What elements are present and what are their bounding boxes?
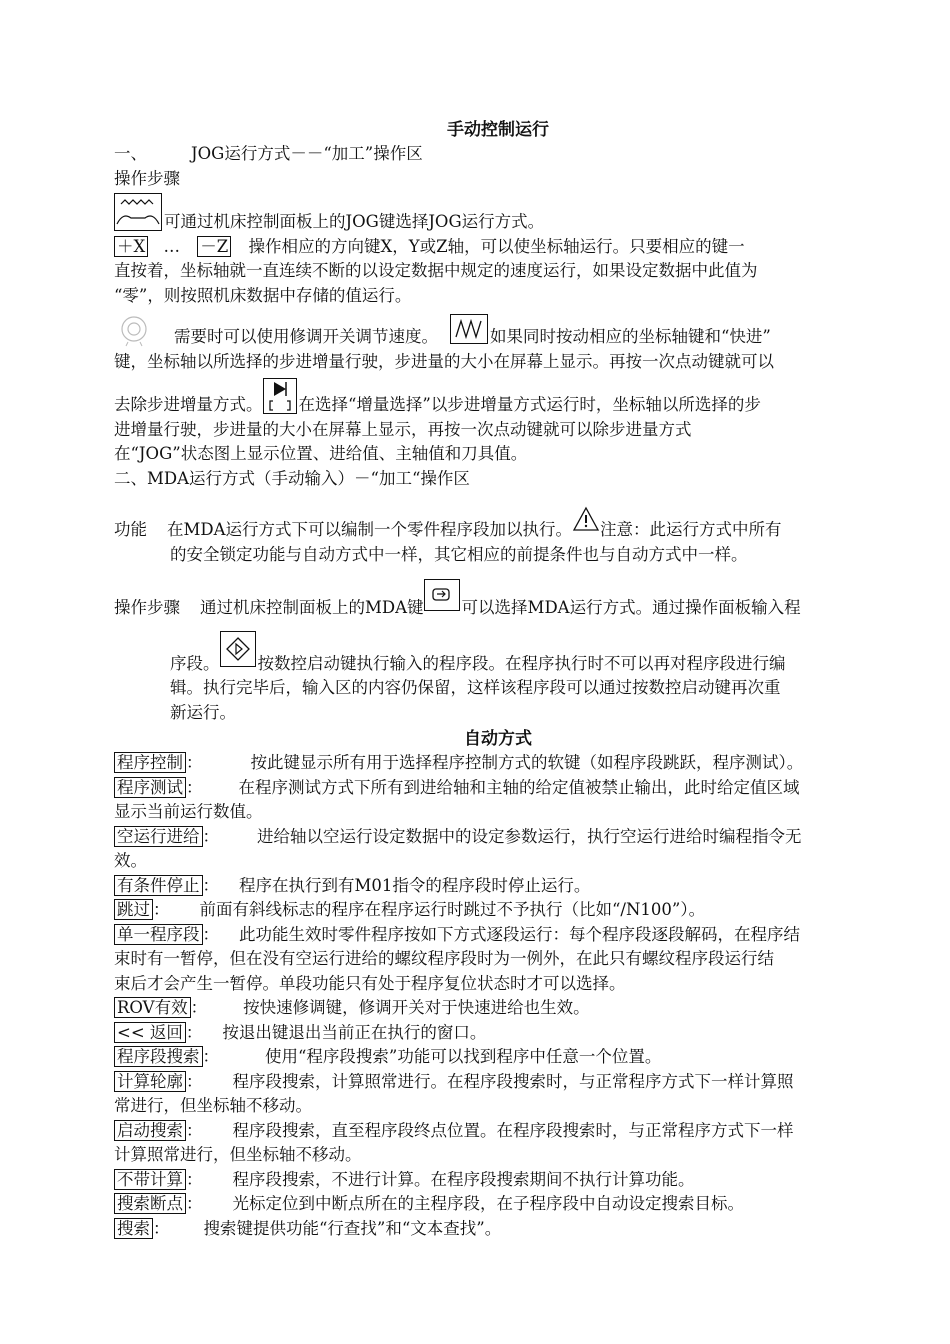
item-description: 程序段搜索，直至程序段终点位置。在程序段搜索时，与正常程序方式下一样 [232, 1120, 794, 1140]
auto-item [114, 1045, 882, 1070]
override-dial-icon [114, 314, 154, 348]
jog-p2a: 操作相应的方向键X，Y或Z轴，可以使坐标轴运行。只要相应的键一 [248, 236, 745, 256]
soft-key-label: 计算轮廓 [114, 1071, 186, 1092]
separator: ： [186, 1194, 203, 1213]
soft-key-label: 程序控制 [114, 752, 186, 773]
item-description: 光标定位到中断点所在的主程序段，在子程序段中自动设定搜索目标。 [232, 1194, 744, 1213]
auto-item [114, 1168, 882, 1193]
jog-heading [114, 142, 882, 167]
auto-item [114, 825, 882, 850]
jog-p2 [114, 235, 882, 260]
soft-key-label: 跳过 [114, 899, 153, 920]
jog-p2c: “零”，则按照机床数据中存储的值运行。 [114, 285, 412, 305]
item-description: 程序段搜索，不进行计算。在程序段搜索期间不执行计算功能。 [232, 1169, 695, 1189]
jog-p3b: 如果同时按动相应的坐标轴键和“快进” [490, 327, 771, 346]
mda-function [114, 505, 882, 543]
jog-p2b: 直按着，坐标轴就一直连续不断的以设定数据中规定的速度运行，如果设定数据中此值为 [114, 261, 758, 280]
auto-item [114, 776, 882, 801]
auto-item [114, 751, 882, 776]
mda-s3 [114, 631, 882, 677]
separator: ： [202, 875, 219, 895]
auto-item-continuation: 束时有一暂停，但在没有空运行进给的螺纹程序段时为一例外，在此只有螺纹程序段运行结 [114, 949, 774, 968]
soft-key-label: 程序段搜索 [114, 1046, 203, 1067]
rapid-traverse-icon [450, 314, 488, 344]
jog-heading-text: JOG运行方式－－“加工”操作区 [191, 144, 423, 163]
auto-item-continuation: 束后才会产生一暂停。单段功能只有处于程序复位状态时才可以选择。 [114, 973, 626, 993]
auto-item-continuation: 常进行，但坐标轴不移动。 [114, 1096, 312, 1115]
auto-item [114, 1192, 882, 1217]
jog-p5: 在“JOG”状态图上显示位置、进给值、主轴值和刀具值。 [114, 444, 528, 463]
mda-s1: 通过机床控制面板上的MDA键 [200, 598, 424, 617]
soft-key-label: 程序测试 [114, 777, 186, 798]
separator: ： [202, 924, 219, 944]
mda-function-label: 功能 [114, 520, 147, 539]
plus-x-key: ＋X [114, 236, 148, 257]
separator: ： [190, 998, 208, 1017]
mda-s3-text: 序段。 [170, 653, 220, 673]
title-auto: 自动方式 [464, 729, 532, 749]
cycle-start-icon [220, 631, 256, 667]
soft-key-label: 有条件停止 [114, 875, 203, 896]
separator: ： [186, 1169, 203, 1189]
soft-key-label: ROV有效 [114, 997, 191, 1018]
auto-item-continuation: 效。 [114, 851, 147, 870]
ellipsis: … [163, 236, 180, 256]
jog-p4a: 去除步进增量方式。 [114, 395, 263, 414]
minus-z-key: －Z [197, 236, 231, 257]
auto-item [114, 1217, 882, 1242]
auto-item [114, 923, 882, 948]
auto-item [114, 874, 882, 899]
item-description: 程序在执行到有M01指令的程序段时停止运行。 [239, 875, 591, 895]
jog-heading-number: 一、 [114, 144, 147, 163]
mda-f3: 的安全锁定功能与自动方式中一样，其它相应的前提条件也与自动方式中一样。 [170, 544, 748, 564]
separator: ： [153, 900, 170, 919]
separator: ： [153, 1218, 170, 1238]
document-page [114, 118, 882, 1241]
warning-icon [572, 505, 600, 533]
soft-key-label: 搜索断点 [114, 1193, 186, 1214]
mda-f2: 注意：此运行方式中所有 [600, 520, 782, 539]
soft-key-label: 空运行进给 [114, 826, 203, 847]
separator: ： [202, 1047, 219, 1066]
item-description: 搜索键提供功能“行查找”和“文本查找”。 [203, 1218, 502, 1238]
separator: ： [185, 1022, 203, 1042]
separator: ： [186, 753, 203, 772]
jog-p4 [114, 378, 882, 418]
mda-heading: 二、MDA运行方式（手动输入）－“加工“操作区 [114, 468, 470, 488]
mda-s4: 按数控启动键执行输入的程序段。在程序执行时不可以再对程序段进行编 [257, 653, 786, 673]
soft-key-label: 单一程序段 [114, 924, 203, 945]
item-description: 程序段搜索，计算照常进行。在程序段搜索时，与正常程序方式下一样计算照 [232, 1071, 794, 1091]
mda-s5: 辑。执行完毕后，输入区的内容仍保留，这样该程序段可以通过按数控启动键再次重 [170, 678, 781, 697]
mda-key-icon [424, 579, 460, 611]
soft-key-label: << 返回 [114, 1022, 186, 1043]
jog-key-icon [114, 193, 162, 231]
item-description: 按快速修调键，修调开关对于快速进给也生效。 [243, 998, 590, 1017]
auto-item [114, 1021, 882, 1046]
auto-item [114, 898, 882, 923]
item-description: 在程序测试方式下所有到进给轴和主轴的给定值被禁止输出，此时给定值区域 [238, 777, 800, 797]
mda-s2: 可以选择MDA运行方式。通过操作面板输入程 [461, 598, 801, 617]
jog-p4c: 进增量行驶，步进量的大小在屏幕上显示，再按一次点动键就可以除步进量方式 [114, 419, 692, 439]
item-description: 按此键显示所有用于选择程序控制方式的软键（如程序段跳跃，程序测试）。 [250, 753, 804, 772]
separator: ： [202, 826, 219, 846]
soft-key-label: 不带计算 [114, 1169, 186, 1190]
jog-p3 [114, 314, 882, 350]
soft-key-label: 启动搜索 [114, 1120, 186, 1141]
mda-steps-label: 操作步骤 [114, 598, 180, 617]
title-manual: 手动控制运行 [447, 120, 549, 140]
auto-item-continuation: 计算照常进行，但坐标轴不移动。 [114, 1145, 362, 1164]
incremental-step-icon [263, 378, 297, 414]
separator: ： [186, 1120, 203, 1140]
item-description: 进给轴以空运行设定数据中的设定参数运行，执行空运行进给时编程指令无 [257, 826, 802, 846]
item-description: 按退出键退出当前正在执行的窗口。 [222, 1022, 487, 1042]
item-description: 此功能生效时零件程序按如下方式逐段运行：每个程序段逐段解码，在程序结 [239, 924, 800, 944]
jog-p1 [114, 193, 882, 235]
jog-p3a: 需要时可以使用修调开关调节速度。 [174, 327, 438, 346]
jog-p3c: 键，坐标轴以所选择的步进增量行驶，步进量的大小在屏幕上显示。再按一次点动键就可以 [114, 351, 774, 371]
item-description: 前面有斜线标志的程序在程序运行时跳过不予执行（比如“/N100”）。 [199, 900, 706, 919]
auto-item [114, 996, 882, 1021]
auto-item [114, 1070, 882, 1095]
auto-mode-list [114, 751, 882, 1241]
mda-s6: 新运行。 [170, 702, 236, 722]
item-description: 使用“程序段搜索”功能可以找到程序中任意一个位置。 [265, 1047, 662, 1066]
separator: ： [186, 777, 203, 797]
separator: ： [186, 1071, 203, 1091]
auto-item [114, 1119, 882, 1144]
mda-steps [114, 579, 882, 621]
jog-steps-label: 操作步骤 [114, 168, 180, 188]
auto-item-continuation: 显示当前运行数值。 [114, 802, 263, 821]
mda-f1: 在MDA运行方式下可以编制一个零件程序段加以执行。 [167, 520, 573, 539]
soft-key-label: 搜索 [114, 1218, 153, 1239]
jog-p4b: 在选择“增量选择”以步进增量方式运行时，坐标轴以所选择的步 [298, 395, 761, 414]
jog-p1-text: 可通过机床控制面板上的JOG键选择JOG运行方式。 [164, 212, 545, 231]
